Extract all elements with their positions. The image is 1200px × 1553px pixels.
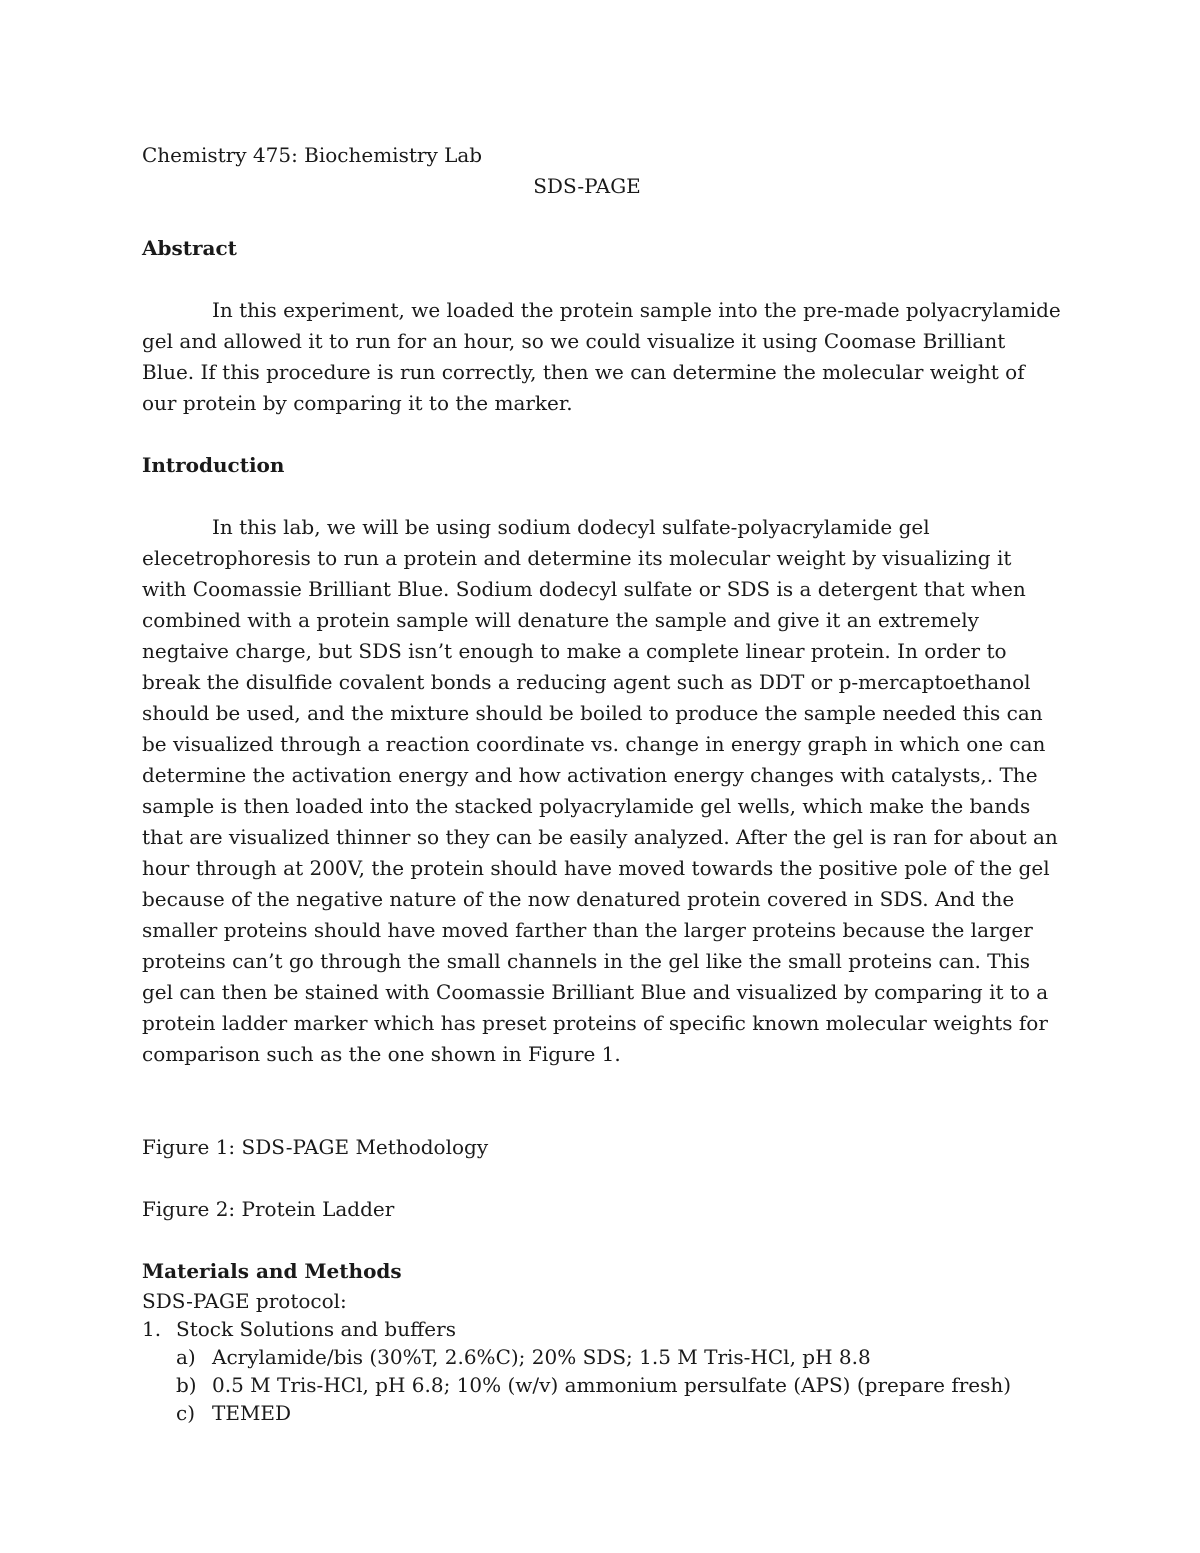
spacer [142, 481, 1062, 512]
sub-item-marker: a) [176, 1345, 196, 1369]
figure-1-caption: Figure 1: SDS-PAGE Methodology [142, 1135, 489, 1159]
introduction-heading: Introduction [142, 453, 285, 477]
spacer [142, 1225, 1062, 1256]
step-sub-list [176, 1343, 1062, 1427]
spacer [142, 264, 1062, 295]
sub-item-marker: b) [176, 1373, 197, 1397]
step-number: 1. [142, 1317, 162, 1341]
sub-item-text: 0.5 M Tris-HCl, pH 6.8; 10% (w/v) ammonium persulfate (APS) (prepare fresh) [212, 1373, 1012, 1397]
figure-2-caption: Figure 2: Protein Ladder [142, 1197, 395, 1221]
document-body [142, 140, 1062, 1427]
methods-heading: Materials and Methods [142, 1259, 402, 1283]
abstract-heading: Abstract [142, 236, 237, 260]
sub-list-item [176, 1371, 1062, 1399]
protocol-step [142, 1315, 1062, 1427]
sub-item-text: TEMED [212, 1401, 292, 1425]
spacer [142, 1070, 1062, 1132]
sub-item-marker: c) [176, 1401, 196, 1425]
abstract-paragraph: In this experiment, we loaded the protein sample into the pre-made polyacrylamide gel and allowed it to run for an hour, so we could visualize it using Coomase Brilliant Blue. If this procedure is run correctly, then we can determine the molecular weight of our protein by comparing it to the marker. [142, 298, 1061, 415]
protocol-steps [142, 1315, 1062, 1427]
protocol-label: SDS-PAGE protocol: [142, 1289, 347, 1313]
spacer [142, 202, 1062, 233]
step-label: Stock Solutions and buffers [176, 1317, 456, 1341]
document-title: SDS-PAGE [533, 174, 641, 198]
sub-list-item [176, 1399, 1062, 1427]
introduction-paragraph: In this lab, we will be using sodium dodecyl sulfate-polyacrylamide gel elecetrophoresis to run a protein and determine its molecular weight by visualizing it with Coomassie Brilliant Blue. Sodium dodecyl sulfate or SDS is a detergent that when combined with a protein sample will denature the sample and give it an extremely negtaive charge, but SDS isn’t enough to make a complete linear protein. In order to break the disulfide covalent bonds a reducing agent such as DDT or p-mercaptoethanol should be used, and the mixture should be boiled to produce the sample needed this can be visualized through a reaction coordinate vs. change in energy graph in which one can determine the activation energy and how activation energy changes with catalysts,. The sample is then loaded into the stacked polyacrylamide gel wells, which make the bands that are visualized thinner so they can be easily analyzed. After the gel is ran for about an hour through at 200V, the protein should have moved towards the positive pole of the gel because of the negative nature of the now denatured protein covered in SDS. And the smaller proteins should have moved farther than the larger proteins because the larger proteins can’t go through the small channels in the gel like the small proteins can. This gel can then be stained with Coomassie Brilliant Blue and visualized by comparing it to a protein ladder marker which has preset proteins of specific known molecular weights for comparison such as the one shown in Figure 1. [142, 515, 1058, 1066]
course-line: Chemistry 475: Biochemistry Lab [142, 143, 483, 167]
spacer [142, 419, 1062, 450]
spacer [142, 1163, 1062, 1194]
sub-item-text: Acrylamide/bis (30%T, 2.6%C); 20% SDS; 1.5 M Tris-HCl, pH 8.8 [212, 1345, 871, 1369]
sub-list-item [176, 1343, 1062, 1371]
